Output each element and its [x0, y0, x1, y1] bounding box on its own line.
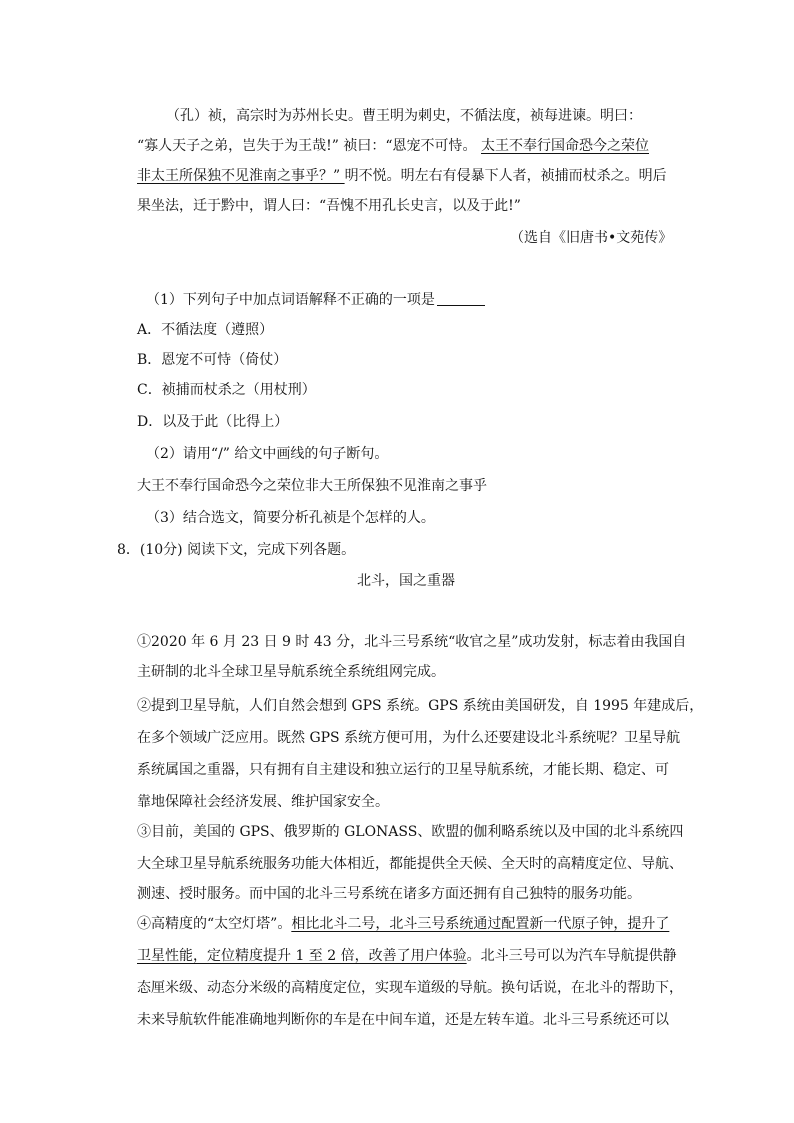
- passage-source: （选自《旧唐书•文苑传》: [510, 230, 673, 246]
- question-7-1: [146, 290, 485, 310]
- passage-line-3-text: 明不悦。明左右有侵暴下人者，祯捕而杖杀之。明后: [344, 168, 667, 184]
- question-8-header: 8．(10分) 阅读下文，完成下列各题。: [117, 542, 356, 558]
- option-d: D．以及于此（比得上）: [137, 414, 289, 430]
- article-title: 北斗，国之重器: [357, 573, 455, 589]
- option-b: B．恩宠不可恃（倚仗）: [137, 352, 288, 368]
- article-paragraph-4-line-2-text: 。北斗三号可以为汽车导航提供静: [466, 948, 677, 964]
- article-paragraph-4-line-1: [137, 914, 669, 934]
- article-paragraph-4-heading: ④高精度的“太空灯塔”。: [137, 916, 292, 932]
- question-7-2: （2）请用“/” 给文中画线的句子断句。: [146, 446, 389, 462]
- article-paragraph-3-line-1: ③目前，美国的 GPS、俄罗斯的 GLONASS、欧盟的伽利略系统以及中国的北斗系统四: [137, 824, 684, 840]
- article-paragraph-4-line-4: 未来导航软件能准确地判断你的车是在中间车道，还是左转车道。北斗三号系统还可以: [137, 1012, 669, 1028]
- question-7-2-sentence: 大王不奉行国命恐今之荣位非大王所保独不见淮南之事乎: [137, 478, 487, 494]
- article-paragraph-2-line-2: 在多个领域广泛应用。既然 GPS 系统方便可用，为什么还要建设北斗系统呢？卫星导航: [137, 730, 681, 746]
- passage-line-2-text: “寡人天子之弟，岂失于为王哉!” 祯曰：“恩宠不可恃。: [137, 138, 481, 154]
- question-7-3: （3）结合选文，简要分析孔祯是个怎样的人。: [146, 510, 435, 526]
- option-a: A．不循法度（遵照）: [137, 322, 274, 338]
- passage-line-4: 果坐法，迁于黔中，谓人曰：“吾愧不用孔长史言，以及于此!”: [137, 198, 521, 214]
- question-7-1-text: （1）下列句子中加点词语解释不正确的一项是: [146, 292, 435, 308]
- underlined-sentence-part-1: 太王不奉行国命恐今之荣位: [481, 138, 649, 154]
- answer-blank: [437, 291, 485, 306]
- underlined-article-part-1: 相比北斗二号，北斗三号系统通过配置新一代原子钟，提升了: [291, 916, 670, 932]
- article-paragraph-3-line-2: 大全球卫星导航系统服务功能大体相近，都能提供全天候、全天时的高精度定位、导航、: [137, 856, 683, 872]
- article-paragraph-4-line-3: 态厘米级、动态分米级的高精度定位，实现车道级的导航。换句话说，在北斗的帮助下，: [137, 980, 683, 996]
- underlined-sentence-part-2: 非太王所保独不见淮南之事乎？”: [137, 168, 345, 184]
- article-paragraph-1-line-1: ①2020 年 6 月 23 日 9 时 43 分，北斗三号系统“收官之星”成功发射，标志着由我国自: [137, 634, 687, 650]
- article-paragraph-2-line-1: ②提到卫星导航，人们自然会想到 GPS 系统。GPS 系统由美国研发，自 1995 年建成后，: [137, 698, 704, 714]
- passage-line-1: （孔）祯，高宗时为苏州长史。曹王明为刺史，不循法度，祯每进谏。明曰：: [166, 108, 642, 124]
- article-paragraph-1-line-2: 主研制的北斗全球卫星导航系统全系统组网完成。: [137, 664, 445, 680]
- article-paragraph-3-line-3: 测速、授时服务。而中国的北斗三号系统在诸多方面还拥有自己独特的服务功能。: [137, 886, 641, 902]
- article-paragraph-2-line-4: 靠地保障社会经济发展、维护国家安全。: [137, 794, 389, 810]
- option-c: C．祯捕而杖杀之（用杖刑）: [137, 382, 316, 398]
- article-paragraph-2-line-3: 系统属国之重器，只有拥有自主建设和独立运行的卫星导航系统，才能长期、稳定、可: [137, 762, 669, 778]
- passage-line-3: [137, 166, 667, 186]
- passage-line-2: [137, 136, 649, 156]
- article-paragraph-4-line-2: [137, 946, 677, 966]
- underlined-article-part-2: 卫星性能，定位精度提升 1 至 2 倍，改善了用户体验: [137, 948, 467, 964]
